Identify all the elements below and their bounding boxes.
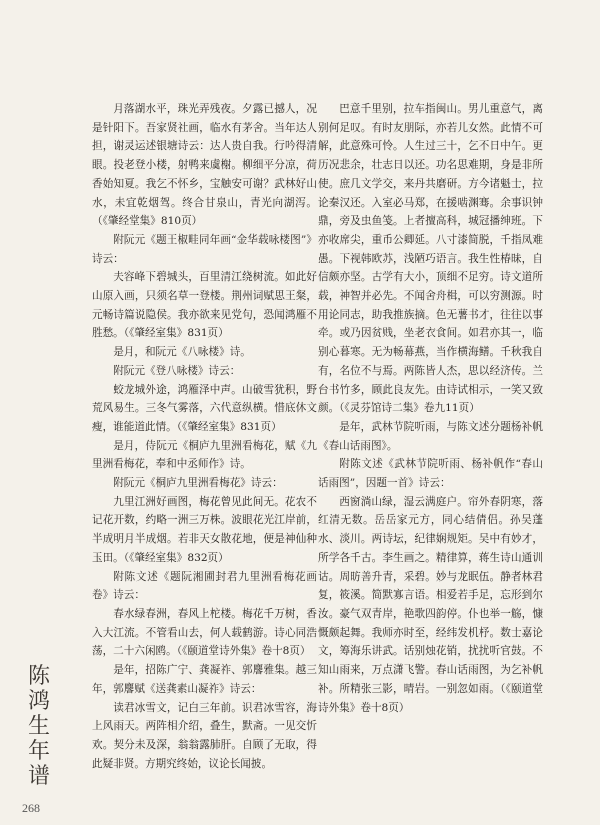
heading-paragraph: 是年，招陈广宁、龚凝祚、郭麐雅集。越三年，郭麐赋《送龚素山凝祚》诗云：	[92, 664, 317, 695]
seal-character: 年	[27, 739, 50, 764]
poem-paragraph: 读君冰雪文，记白三年前。识君冰雪容，海上风雨天。两阵相介绍，叠生，默斋。一见交忻欢。契分未及深，翁翁露肺肝。自顾了无取，得此疑非贤。方期究终始，议论长闻披。	[92, 701, 317, 770]
heading-paragraph: 附阮元《桐庐九里洲看梅花》诗云：	[113, 477, 283, 490]
heading-paragraph: 附陈文述《武林节院听雨、杨补帆作“春山话雨图”，因题一首》诗云：	[318, 458, 543, 490]
poem-paragraph: 蛟龙城外途，鸿雁泽中声。山破雪犹积，野荒风易生。三冬气雾落，六代意纵横。惜底休文瘦，谁能道此情。（《肇经室集》831页）	[92, 383, 317, 433]
seal-character: 陈	[27, 664, 50, 689]
heading-paragraph: 是月，侍阮元《桐庐九里洲看梅花，赋《九里洲看梅花，奉和中丞师作》诗。	[92, 439, 317, 471]
poem-paragraph: 春水绿春洲，春风上柁楼。梅花千万树，香入大江流。不管看山去，何人载鹤游。诗心同浩荡，二十六闲鸥。（《颐道堂诗外集》卷十8页）	[92, 607, 317, 658]
poem-paragraph: 西窗淌山绿，湿云满庭户。帘外春阴寒，落红清无数。岳岳家元方，同心结倩侣。孙吴蓬水、淡川。两诗坛，纪律娴规矩。吴中有妙才，所学各千古。李生画之。精律算，蒋生诗山通训诂。周昉善升青，采碧。妙与龙眠伍。静者林君复，筱溪。简默寡言语。相爱若手足，忘形到尔汝。豪气双青岸，艳歌四韵停。仆也举一觞，慷慨颇起舞。我师亦时至，经纬发机杼。数士嘉论文，筹海乐讲武。话别烛花销，扰扰听官鼓。不知山雨来，万点潇飞警。春山话雨图，为乞补帆补。所精张三影，晴岩。一别忽如雨。（《颐道堂诗外集》卷十8页）	[318, 495, 543, 714]
poem-paragraph: 巴意千里别，拉车指闽山。男儿重意气，离别何足叹。有时友朋际，亦若儿女然。此情不可解，此意殊可怜。人生过三十，乞不日中午。更历况悲余，壮志日以还。功名思难期，身是非所使。庶几文学交，来丹共磨研。方今诸魁士，拉论秦汉还。入室必马郑，在援啮渊骞。余事识钟鼎，旁及虫鱼笺。上者擅高科，城冠播绅班。下亦收席尖，重币公卿延。八寸漆简脱，千指凤难愚。下视韩欧苏，浅陋巧语言。我生性椿昧，自信颇亦坚。古学有大小，顶细不足穷。诗文道所载，神智并必先。不闻舍舟楫，可以穷测源。时用论同志，助我推族摘。色无薯书才，往往以事牵。或乃因贫贱，坐老衣食间。如君亦其一，临别心暮寒。无为畅幕燕，当作横海鳝。千秋我自有，名位不与焉。两陈皆人杰，思以经济传。兰台书竹多，顾此良友先。由诗试相示，一笑又致颜。（《灵芬馆诗二集》卷九11页）	[318, 103, 543, 415]
poem-paragraph: 月落湖水平，珠光弄残夜。夕露已撼人，况是针阳下。吾家贤社画，临水有茅舍。当年达人担，谢灵运述银塘诗云：达人贵自我。行吟得清眼。投老登小楼，射鸭来虞榭。柳细平分凉，荷香始知夏。我乞不怀乡，宝触安可谢？武林好山水，未宜乾烟驾。终合甘泉山，青光向湖泻。（《肇经堂集》810页）	[92, 103, 317, 228]
poem-paragraph: 九里江洲好画图，梅花曾见此间无。花农不记花开数，约略一洲三万株。波眼花光江岸前，半成明月半成烟。若非天女散花地，便是神仙种玉田。（《肇经室集》832页）	[92, 495, 317, 564]
left-column	[92, 100, 317, 773]
seal-character: 鸿	[27, 689, 50, 714]
heading-paragraph: 附陈文述《题阮湘圃封君九里洲看梅花画卷》诗云：	[92, 570, 317, 602]
seal-character: 谱	[27, 764, 50, 789]
right-column	[318, 100, 543, 717]
page-number: 268	[22, 801, 40, 815]
heading-paragraph: 是月，和阮元《八咏楼》诗。	[113, 346, 251, 359]
seal-character: 生	[27, 714, 50, 739]
heading-paragraph: 是年，武林节院听雨，与陈文述分题杨补帆《春山话雨图》。	[318, 420, 543, 452]
poem-paragraph: 夫容峰下碧城头，百里清江绕树流。如此好山原入画，只须名草一登楼。荆州词赋思王粲，元畅诗篇说隐侯。我亦欲来见党句，恐闻鸿雁不胜愁。（《肇经室集》831页）	[92, 271, 317, 340]
heading-paragraph: 附阮元《题王椒畦同年画“金华载咏楼图”》诗云：	[92, 233, 317, 265]
running-title-seal	[24, 664, 54, 789]
heading-paragraph: 附阮元《登八咏楼》诗云：	[113, 364, 241, 377]
